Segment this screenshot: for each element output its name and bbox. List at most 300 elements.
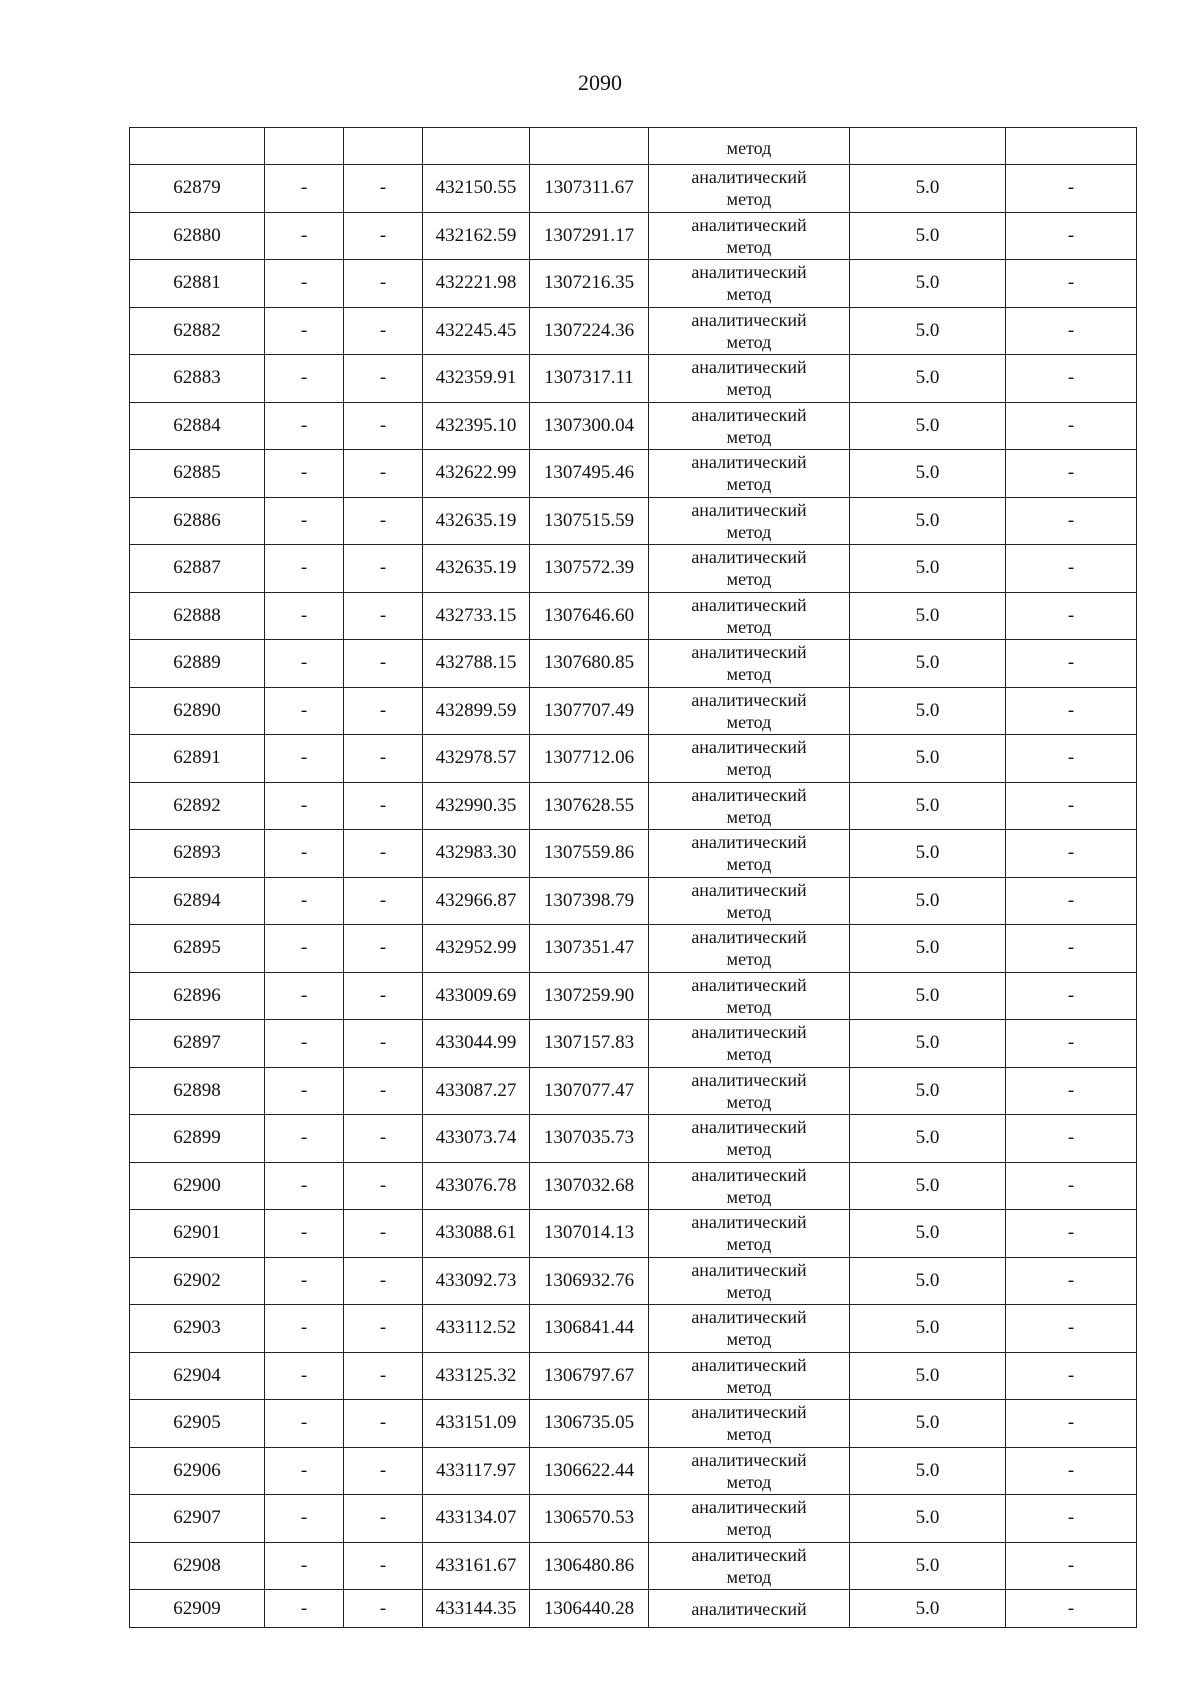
method-cell: [649, 1400, 850, 1448]
table-row: [130, 402, 1137, 450]
col3-cell: -: [344, 1590, 423, 1628]
table-row: [130, 1447, 1137, 1495]
x-coordinate-cell: 433161.67: [423, 1542, 530, 1590]
col2-cell: -: [265, 1400, 344, 1448]
table-row: [130, 1352, 1137, 1400]
note-cell: -: [1006, 735, 1137, 783]
method-line-2: метод: [726, 1566, 772, 1587]
accuracy-cell: 5.0: [850, 355, 1006, 403]
note-cell: -: [1006, 925, 1137, 973]
method-line-1: аналитический: [691, 1212, 807, 1233]
col2-cell: -: [265, 1162, 344, 1210]
table-row: [130, 735, 1137, 783]
table-row: [130, 640, 1137, 688]
note-cell: -: [1006, 1495, 1137, 1543]
y-coordinate-cell: 1307291.17: [530, 212, 649, 260]
note-cell: -: [1006, 355, 1137, 403]
note-cell: -: [1006, 260, 1137, 308]
method-cell: [649, 307, 850, 355]
accuracy-cell: 5.0: [850, 1020, 1006, 1068]
y-coordinate-cell: 1307216.35: [530, 260, 649, 308]
y-coordinate-cell: 1307035.73: [530, 1115, 649, 1163]
table-row: [130, 592, 1137, 640]
col3-cell: -: [344, 545, 423, 593]
table-row: [130, 355, 1137, 403]
point-id-cell: 62904: [130, 1352, 265, 1400]
method-line-2: метод: [726, 1329, 772, 1350]
note-cell: -: [1006, 1257, 1137, 1305]
method-line-1: аналитический: [691, 974, 807, 995]
point-id-cell: 62894: [130, 877, 265, 925]
point-id-cell: 62902: [130, 1257, 265, 1305]
table-row: [130, 497, 1137, 545]
method-line-2: метод: [726, 284, 772, 305]
table-row: [130, 165, 1137, 213]
accuracy-cell: 5.0: [850, 640, 1006, 688]
y-coordinate-cell: 1306735.05: [530, 1400, 649, 1448]
method-line-1: аналитический: [691, 499, 807, 520]
table-row: [130, 830, 1137, 878]
y-coordinate-cell: 1306622.44: [530, 1447, 649, 1495]
col2-cell: -: [265, 782, 344, 830]
accuracy-cell: [850, 128, 1006, 165]
accuracy-cell: 5.0: [850, 1400, 1006, 1448]
method-line-2: метод: [726, 379, 772, 400]
point-id-cell: 62903: [130, 1305, 265, 1353]
col3-cell: -: [344, 735, 423, 783]
x-coordinate-cell: 432221.98: [423, 260, 530, 308]
point-id-cell: 62905: [130, 1400, 265, 1448]
x-coordinate-cell: 432395.10: [423, 402, 530, 450]
method-line-1: аналитический: [691, 1022, 807, 1043]
method-line-2: метод: [726, 189, 772, 210]
point-id-cell: 62908: [130, 1542, 265, 1590]
point-id-cell: 62879: [130, 165, 265, 213]
table-row: [130, 1162, 1137, 1210]
method-cell: [649, 1067, 850, 1115]
method-line-2: метод: [726, 1424, 772, 1445]
col2-cell: -: [265, 592, 344, 640]
col3-cell: -: [344, 592, 423, 640]
method-line-1: аналитический: [691, 1117, 807, 1138]
x-coordinate-cell: 432983.30: [423, 830, 530, 878]
accuracy-cell: 5.0: [850, 1210, 1006, 1258]
point-id-cell: [130, 128, 265, 165]
table-row: [130, 212, 1137, 260]
table-row: [130, 1400, 1137, 1448]
note-cell: -: [1006, 1542, 1137, 1590]
accuracy-cell: 5.0: [850, 260, 1006, 308]
x-coordinate-cell: 432899.59: [423, 687, 530, 735]
col3-cell: -: [344, 1400, 423, 1448]
note-cell: -: [1006, 1400, 1137, 1448]
y-coordinate-cell: 1306797.67: [530, 1352, 649, 1400]
page-number: 2090: [578, 70, 622, 95]
x-coordinate-cell: 432788.15: [423, 640, 530, 688]
method-line-1: аналитический: [691, 547, 807, 568]
col3-cell: -: [344, 497, 423, 545]
accuracy-cell: 5.0: [850, 1162, 1006, 1210]
note-cell: -: [1006, 1305, 1137, 1353]
accuracy-cell: 5.0: [850, 212, 1006, 260]
accuracy-cell: 5.0: [850, 1590, 1006, 1628]
method-cell: [649, 450, 850, 498]
table-row: [130, 260, 1137, 308]
col3-cell: -: [344, 1067, 423, 1115]
x-coordinate-cell: 432245.45: [423, 307, 530, 355]
note-cell: -: [1006, 830, 1137, 878]
accuracy-cell: 5.0: [850, 497, 1006, 545]
col2-cell: -: [265, 307, 344, 355]
col2-cell: -: [265, 1352, 344, 1400]
method-line-1: аналитический: [691, 1164, 807, 1185]
col2-cell: -: [265, 687, 344, 735]
y-coordinate-cell: 1306932.76: [530, 1257, 649, 1305]
point-id-cell: 62898: [130, 1067, 265, 1115]
method-cell: [649, 1020, 850, 1068]
method-line-2: метод: [726, 711, 772, 732]
method-line-2: метод: [726, 759, 772, 780]
y-coordinate-cell: 1307311.67: [530, 165, 649, 213]
method-line-1: аналитический: [691, 167, 807, 188]
y-coordinate-cell: 1307224.36: [530, 307, 649, 355]
method-line-2: метод: [726, 1091, 772, 1112]
table-row: [130, 1305, 1137, 1353]
method-line-2: метод: [726, 901, 772, 922]
col3-cell: -: [344, 782, 423, 830]
method-line-1: аналитический: [691, 309, 807, 330]
table-row: [130, 925, 1137, 973]
note-cell: -: [1006, 402, 1137, 450]
table-row: [130, 450, 1137, 498]
method-cell: [649, 1352, 850, 1400]
col2-cell: -: [265, 1305, 344, 1353]
note-cell: -: [1006, 1162, 1137, 1210]
method-line-2: метод: [726, 854, 772, 875]
note-cell: -: [1006, 497, 1137, 545]
col3-cell: -: [344, 1162, 423, 1210]
col2-cell: -: [265, 212, 344, 260]
method-cell: [649, 497, 850, 545]
point-id-cell: 62886: [130, 497, 265, 545]
method-cell: [649, 1542, 850, 1590]
y-coordinate-cell: 1306480.86: [530, 1542, 649, 1590]
table-row: [130, 1115, 1137, 1163]
y-coordinate-cell: 1307495.46: [530, 450, 649, 498]
x-coordinate-cell: 433092.73: [423, 1257, 530, 1305]
note-cell: -: [1006, 592, 1137, 640]
method-line-2: метод: [726, 1044, 772, 1065]
point-id-cell: 62889: [130, 640, 265, 688]
y-coordinate-cell: 1307259.90: [530, 972, 649, 1020]
col2-cell: -: [265, 355, 344, 403]
col3-cell: -: [344, 1210, 423, 1258]
note-cell: -: [1006, 1210, 1137, 1258]
col3-cell: -: [344, 1305, 423, 1353]
x-coordinate-cell: 432635.19: [423, 497, 530, 545]
col2-cell: -: [265, 925, 344, 973]
x-coordinate-cell: 432359.91: [423, 355, 530, 403]
y-coordinate-cell: 1307559.86: [530, 830, 649, 878]
method-line-1: аналитический: [691, 1354, 807, 1375]
accuracy-cell: 5.0: [850, 1067, 1006, 1115]
method-cell: [649, 640, 850, 688]
col3-cell: -: [344, 307, 423, 355]
method-line-1: аналитический: [691, 642, 807, 663]
y-coordinate-cell: 1307014.13: [530, 1210, 649, 1258]
col3-cell: -: [344, 687, 423, 735]
col2-cell: -: [265, 165, 344, 213]
method-line-1: аналитический: [691, 404, 807, 425]
accuracy-cell: 5.0: [850, 735, 1006, 783]
accuracy-cell: 5.0: [850, 877, 1006, 925]
point-id-cell: 62887: [130, 545, 265, 593]
note-cell: -: [1006, 1447, 1137, 1495]
y-coordinate-cell: 1307680.85: [530, 640, 649, 688]
method-line-2: метод: [726, 474, 772, 495]
method-line-1: аналитический: [691, 737, 807, 758]
x-coordinate-cell: 432635.19: [423, 545, 530, 593]
method-line-1: аналитический: [691, 832, 807, 853]
method-cell: [649, 1590, 850, 1628]
x-coordinate-cell: [423, 128, 530, 165]
note-cell: -: [1006, 545, 1137, 593]
method-line-1: аналитический: [691, 594, 807, 615]
accuracy-cell: 5.0: [850, 1447, 1006, 1495]
y-coordinate-cell: 1307398.79: [530, 877, 649, 925]
method-line-2: метод: [726, 664, 772, 685]
col3-cell: -: [344, 212, 423, 260]
col2-cell: -: [265, 830, 344, 878]
table-row: [130, 1257, 1137, 1305]
method-line-2: метод: [726, 1186, 772, 1207]
accuracy-cell: 5.0: [850, 165, 1006, 213]
col2-cell: -: [265, 1542, 344, 1590]
col3-cell: -: [344, 1115, 423, 1163]
point-id-cell: 62885: [130, 450, 265, 498]
note-cell: -: [1006, 1115, 1137, 1163]
point-id-cell: 62891: [130, 735, 265, 783]
method-line-2: метод: [726, 521, 772, 542]
method-line-1: аналитический: [691, 927, 807, 948]
method-cell: [649, 972, 850, 1020]
col3-cell: -: [344, 1542, 423, 1590]
accuracy-cell: 5.0: [850, 545, 1006, 593]
x-coordinate-cell: 433134.07: [423, 1495, 530, 1543]
col3-cell: [344, 128, 423, 165]
note-cell: -: [1006, 1590, 1137, 1628]
y-coordinate-cell: 1307572.39: [530, 545, 649, 593]
note-cell: -: [1006, 687, 1137, 735]
col2-cell: -: [265, 1115, 344, 1163]
y-coordinate-cell: 1307300.04: [530, 402, 649, 450]
method-cell: [649, 877, 850, 925]
accuracy-cell: 5.0: [850, 782, 1006, 830]
col2-cell: -: [265, 640, 344, 688]
method-cell: [649, 687, 850, 735]
y-coordinate-cell: 1306841.44: [530, 1305, 649, 1353]
accuracy-cell: 5.0: [850, 1352, 1006, 1400]
point-id-cell: 62893: [130, 830, 265, 878]
method-line-2: метод: [726, 1376, 772, 1397]
accuracy-cell: 5.0: [850, 1257, 1006, 1305]
accuracy-cell: 5.0: [850, 307, 1006, 355]
method-cell: [649, 782, 850, 830]
col2-cell: [265, 128, 344, 165]
note-cell: -: [1006, 782, 1137, 830]
method-line-1: аналитический: [691, 1449, 807, 1470]
note-cell: -: [1006, 1020, 1137, 1068]
method-line-1: аналитический: [691, 357, 807, 378]
col3-cell: -: [344, 1352, 423, 1400]
note-cell: -: [1006, 972, 1137, 1020]
method-line-2: метод: [726, 1471, 772, 1492]
col3-cell: -: [344, 925, 423, 973]
x-coordinate-cell: 433073.74: [423, 1115, 530, 1163]
method-line-1: аналитический: [691, 1402, 807, 1423]
point-id-cell: 62899: [130, 1115, 265, 1163]
x-coordinate-cell: 433088.61: [423, 1210, 530, 1258]
x-coordinate-cell: 432978.57: [423, 735, 530, 783]
y-coordinate-cell: 1307707.49: [530, 687, 649, 735]
method-line-1: аналитический: [691, 1307, 807, 1328]
col2-cell: -: [265, 1447, 344, 1495]
x-coordinate-cell: 432622.99: [423, 450, 530, 498]
y-coordinate-cell: 1307157.83: [530, 1020, 649, 1068]
point-id-cell: 62900: [130, 1162, 265, 1210]
table-row: [130, 1495, 1137, 1543]
method-cell: [649, 1115, 850, 1163]
method-line-1: аналитический: [691, 1598, 807, 1619]
method-cell: [649, 260, 850, 308]
x-coordinate-cell: 432150.55: [423, 165, 530, 213]
x-coordinate-cell: 433009.69: [423, 972, 530, 1020]
y-coordinate-cell: 1306570.53: [530, 1495, 649, 1543]
y-coordinate-cell: 1307351.47: [530, 925, 649, 973]
method-line-1: аналитический: [691, 689, 807, 710]
col3-cell: -: [344, 1447, 423, 1495]
method-cell: [649, 402, 850, 450]
y-coordinate-cell: 1307515.59: [530, 497, 649, 545]
x-coordinate-cell: 433044.99: [423, 1020, 530, 1068]
accuracy-cell: 5.0: [850, 592, 1006, 640]
x-coordinate-cell: 433151.09: [423, 1400, 530, 1448]
coordinates-table: [129, 127, 1137, 1628]
point-id-cell: 62880: [130, 212, 265, 260]
method-cell: [649, 1210, 850, 1258]
point-id-cell: 62897: [130, 1020, 265, 1068]
col2-cell: -: [265, 402, 344, 450]
method-line-1: аналитический: [691, 214, 807, 235]
accuracy-cell: 5.0: [850, 830, 1006, 878]
col2-cell: -: [265, 1590, 344, 1628]
method-line-2: метод: [726, 1519, 772, 1540]
accuracy-cell: 5.0: [850, 1542, 1006, 1590]
y-coordinate-cell: 1307712.06: [530, 735, 649, 783]
y-coordinate-cell: 1306440.28: [530, 1590, 649, 1628]
method-cell: [649, 830, 850, 878]
method-line-1: аналитический: [691, 784, 807, 805]
method-line-2: метод: [726, 331, 772, 352]
method-cell: [649, 545, 850, 593]
table-row: [130, 1542, 1137, 1590]
point-id-cell: 62888: [130, 592, 265, 640]
table-row: [130, 1020, 1137, 1068]
y-coordinate-cell: 1307032.68: [530, 1162, 649, 1210]
x-coordinate-cell: 433087.27: [423, 1067, 530, 1115]
y-coordinate-cell: 1307628.55: [530, 782, 649, 830]
col2-cell: -: [265, 1067, 344, 1115]
method-text: метод: [726, 138, 772, 158]
method-line-1: аналитический: [691, 1544, 807, 1565]
accuracy-cell: 5.0: [850, 1305, 1006, 1353]
table-row: [130, 877, 1137, 925]
col3-cell: -: [344, 972, 423, 1020]
note-cell: -: [1006, 877, 1137, 925]
point-id-cell: 62884: [130, 402, 265, 450]
col3-cell: -: [344, 830, 423, 878]
table-row: [130, 1590, 1137, 1628]
accuracy-cell: 5.0: [850, 450, 1006, 498]
col2-cell: -: [265, 497, 344, 545]
note-cell: -: [1006, 450, 1137, 498]
col2-cell: -: [265, 735, 344, 783]
note-cell: -: [1006, 307, 1137, 355]
table-row: [130, 1067, 1137, 1115]
method-cell: [649, 735, 850, 783]
col2-cell: -: [265, 450, 344, 498]
x-coordinate-cell: 433112.52: [423, 1305, 530, 1353]
table-row: [130, 782, 1137, 830]
method-line-2: метод: [726, 996, 772, 1017]
note-cell: -: [1006, 1352, 1137, 1400]
method-line-1: аналитический: [691, 452, 807, 473]
accuracy-cell: 5.0: [850, 972, 1006, 1020]
accuracy-cell: 5.0: [850, 402, 1006, 450]
col3-cell: -: [344, 1020, 423, 1068]
method-line-1: аналитический: [691, 262, 807, 283]
col3-cell: -: [344, 260, 423, 308]
point-id-cell: 62909: [130, 1590, 265, 1628]
point-id-cell: 62896: [130, 972, 265, 1020]
col3-cell: -: [344, 402, 423, 450]
method-cell: [649, 1495, 850, 1543]
y-coordinate-cell: [530, 128, 649, 165]
method-cell: [649, 1447, 850, 1495]
y-coordinate-cell: 1307317.11: [530, 355, 649, 403]
point-id-cell: 62883: [130, 355, 265, 403]
method-line-2: метод: [726, 806, 772, 827]
col3-cell: -: [344, 355, 423, 403]
method-line-1: аналитический: [691, 1069, 807, 1090]
col2-cell: -: [265, 1210, 344, 1258]
col2-cell: -: [265, 1495, 344, 1543]
col3-cell: -: [344, 165, 423, 213]
table-row-continued: [130, 128, 1137, 165]
point-id-cell: 62906: [130, 1447, 265, 1495]
method-cell: [649, 212, 850, 260]
method-cell: [649, 128, 850, 165]
note-cell: -: [1006, 640, 1137, 688]
note-cell: -: [1006, 212, 1137, 260]
x-coordinate-cell: 432162.59: [423, 212, 530, 260]
accuracy-cell: 5.0: [850, 925, 1006, 973]
point-id-cell: 62892: [130, 782, 265, 830]
col3-cell: -: [344, 450, 423, 498]
y-coordinate-cell: 1307646.60: [530, 592, 649, 640]
y-coordinate-cell: 1307077.47: [530, 1067, 649, 1115]
method-cell: [649, 592, 850, 640]
